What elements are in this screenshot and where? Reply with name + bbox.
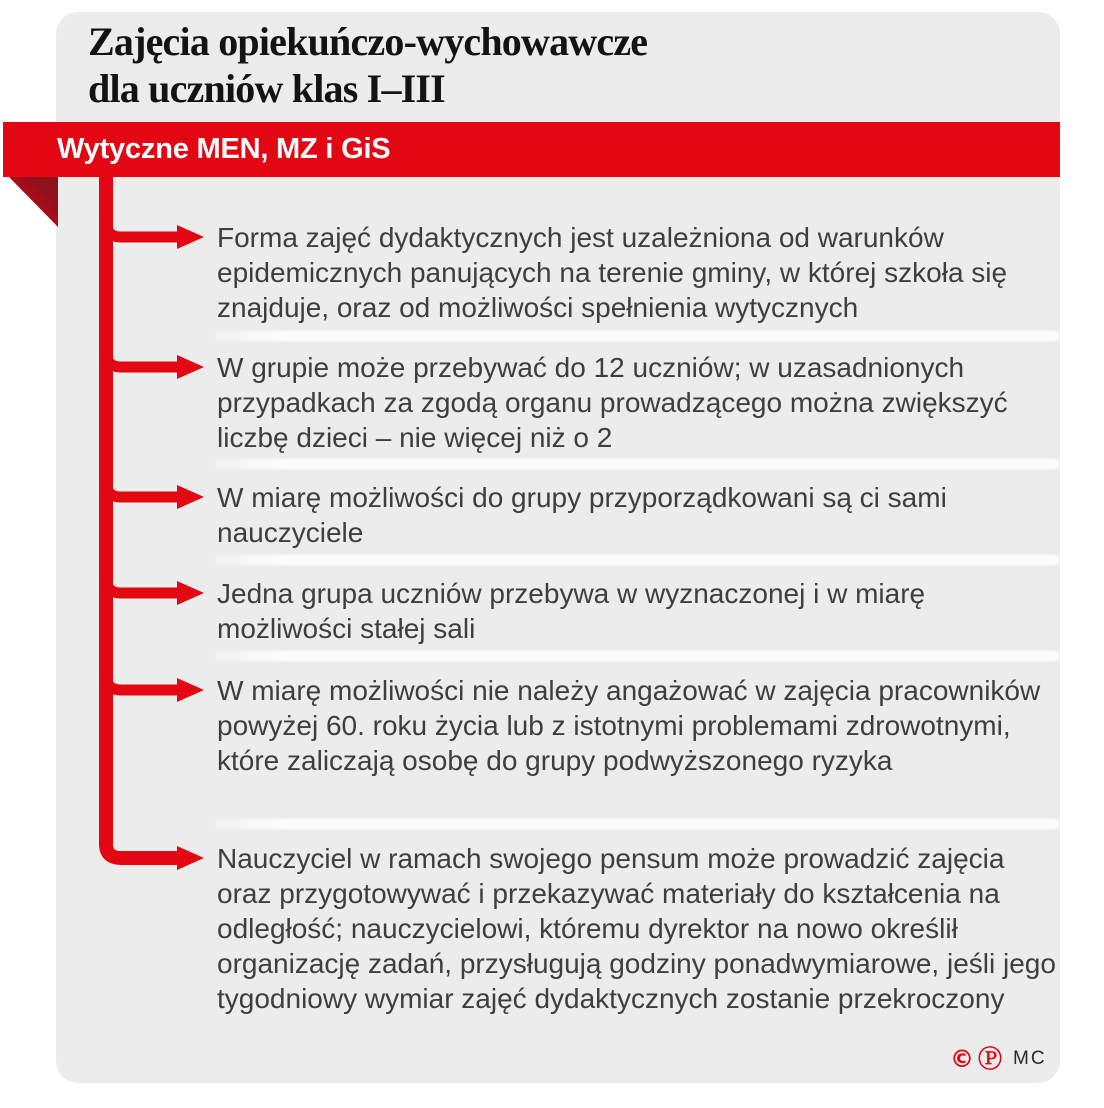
page-title-line2: dla uczniów klas I–III	[88, 66, 445, 111]
item-separator	[214, 555, 1060, 565]
list-item: Forma zajęć dydaktycznych jest uzależniona od warunków epidemicznych panujących na terenie gminy, w której szkoła się znajduje, oraz od możliwości spełnienia wytycznych	[217, 222, 1008, 323]
page-title	[88, 18, 647, 112]
copyright-icon: ©	[950, 1045, 974, 1073]
ribbon-fold	[9, 177, 58, 227]
credit-text: MC	[1013, 1048, 1047, 1069]
item-separator	[214, 819, 1060, 829]
header-banner	[3, 122, 1060, 177]
item-separator	[214, 331, 1060, 341]
list-item: W miarę możliwości nie należy angażować w zajęcia pracowników powyżej 60. roku życia lub z istotnymi problemami zdrowotnymi, które zaliczają osobę do grupy podwyższonego ryzyka	[217, 675, 1041, 776]
item-separator	[214, 459, 1060, 469]
footer-credits	[950, 1046, 1047, 1072]
list-item: W miarę możliwości do grupy przyporządkowani są ci sami nauczyciele	[217, 482, 947, 548]
list-item: Nauczyciel w ramach swojego pensum może prowadzić zajęcia oraz przygotowywać i przekazywać materiały do kształcenia na odległość; nauczycielowi, któremu dyrektor na nowo określił organizację zadań, przysługują godziny ponadwymiarowe, jeśli jego tygodniowy wymiar zajęć dydaktycznych zostanie przekroczony	[217, 843, 1056, 1014]
header-banner-label: Wytyczne MEN, MZ i GiS	[57, 133, 391, 165]
phonogram-icon: Ⓟ	[978, 1045, 1002, 1073]
list-item: Jedna grupa uczniów przebywa w wyznaczonej i w miarę możliwości stałej sali	[217, 578, 926, 644]
list-item: W grupie może przebywać do 12 uczniów; w uzasadnionych przypadkach za zgodą organu prowadzącego można zwiększyć liczbę dzieci – nie więcej niż o 2	[217, 352, 1008, 453]
item-separator	[214, 651, 1060, 661]
page-title-line1: Zajęcia opiekuńczo-wychowawcze	[88, 19, 648, 64]
